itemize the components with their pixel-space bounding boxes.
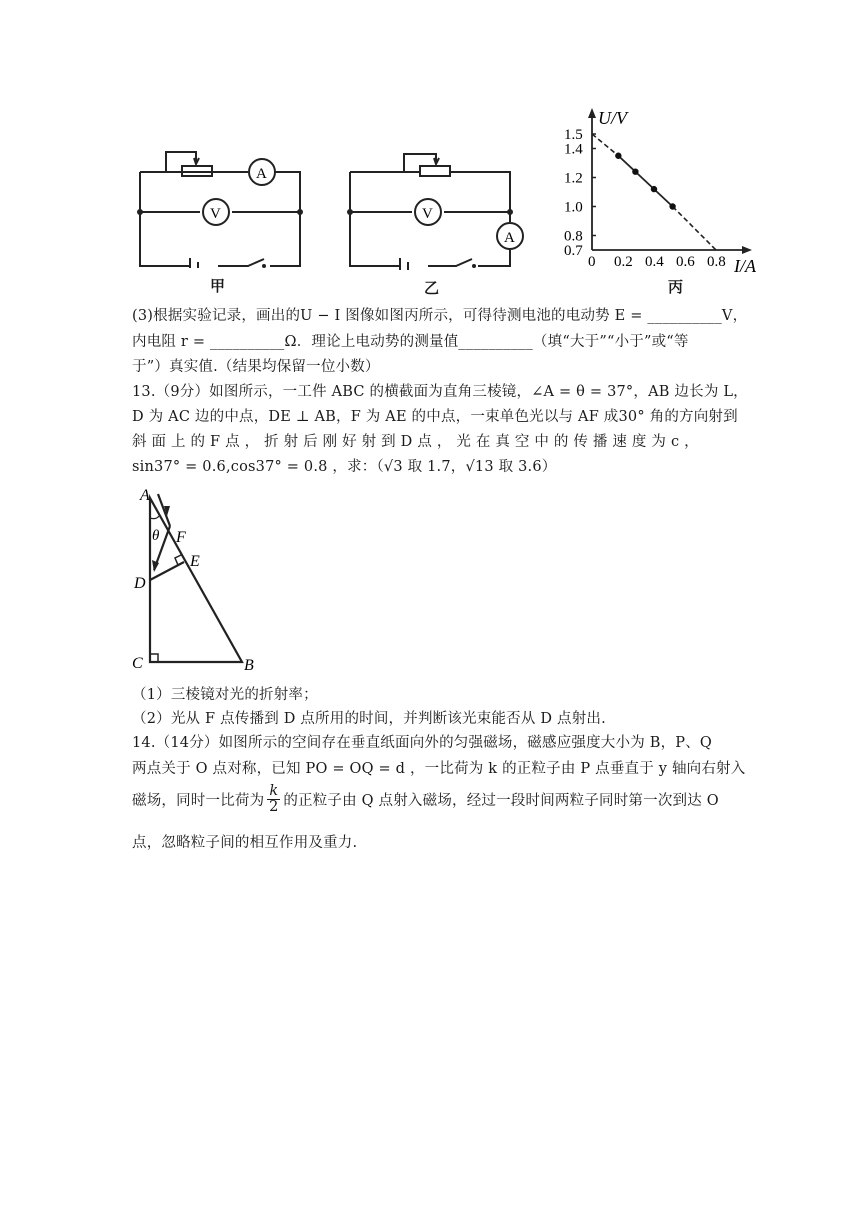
data-point bbox=[669, 203, 675, 209]
q12-3-line1: (3)根据实验记录，画出的U − I 图像如图丙所示，可得待测电池的电动势 E = __________V， bbox=[132, 308, 748, 324]
data-point bbox=[615, 153, 621, 159]
voltmeter-label-yi: V bbox=[422, 206, 433, 222]
label-C: C bbox=[132, 655, 143, 672]
ammeter-label: A bbox=[256, 166, 267, 182]
label-theta: θ bbox=[152, 528, 160, 544]
voltmeter-label: V bbox=[210, 206, 221, 222]
y-tick-label: 0.7 bbox=[564, 243, 583, 259]
q12-3-line3: 于”）真实值.（结果均保留一位小数） bbox=[132, 359, 380, 375]
y-tick-label: 1.0 bbox=[564, 199, 583, 216]
fit-line-extrapolated-end bbox=[673, 207, 716, 251]
ammeter-label-yi: A bbox=[504, 230, 515, 246]
y-axis-label: U/V bbox=[598, 108, 627, 128]
prism-figure bbox=[126, 484, 276, 674]
q14-line4: 点，忽略粒子间的相互作用及重力. bbox=[132, 835, 358, 851]
q14-line3-b: 的正粒子由 Q 点射入磁场，经过一段时间两粒子同时第一次到达 O bbox=[283, 793, 719, 810]
ui-graph bbox=[552, 100, 782, 280]
q12-3-line2: 内电阻 r = __________Ω．理论上电动势的测量值__________（填“大于”“小于”或“等 bbox=[132, 334, 689, 350]
q14-line1: 14.（14分）如图所示的空间存在垂直纸面向外的匀强磁场，磁感应强度大小为 B，P、Q bbox=[132, 735, 713, 751]
x-tick-label: 0.6 bbox=[676, 254, 695, 270]
data-point bbox=[651, 186, 657, 192]
q13-line4: sin37° = 0.6,cos37° = 0.8 ，求：（√3 取 1.7，√13 取 3.6） bbox=[132, 459, 557, 475]
label-D: D bbox=[134, 575, 146, 592]
x-axis-label: I/A bbox=[734, 256, 756, 276]
q13-sub2: （2）光从 F 点传播到 D 点所用的时间，并判断该光束能否从 D 点射出. bbox=[132, 711, 606, 727]
caption-bing: 丙 bbox=[668, 278, 684, 296]
q14-frac-den: 2 bbox=[269, 799, 279, 816]
fit-line-solid bbox=[618, 156, 672, 207]
label-B: B bbox=[244, 657, 254, 674]
x-tick-label: 0.4 bbox=[645, 254, 664, 270]
x-tick-label: 0.2 bbox=[614, 254, 633, 270]
circuit-yi bbox=[340, 150, 530, 270]
label-F: F bbox=[176, 529, 186, 546]
caption-yi: 乙 bbox=[424, 279, 440, 297]
q14-line3-a: 磁场，同时一比荷为 bbox=[132, 793, 265, 810]
y-tick-label: 1.5 bbox=[564, 127, 583, 143]
q14-frac-num: k bbox=[269, 783, 279, 799]
q13-sub1: （1）三棱镜对光的折射率； bbox=[132, 687, 318, 703]
y-tick-label: 0.8 bbox=[564, 228, 583, 245]
q13-line3: 斜 面 上 的 F 点 ， 折 射 后 刚 好 射 到 D 点 ， 光 在 真 空 中 的 传 播 速 度 为 c ， bbox=[132, 434, 699, 450]
data-point bbox=[632, 169, 638, 175]
caption-jia: 甲 bbox=[210, 277, 226, 295]
q13-line1: 13.（9分）如图所示，一工件 ABC 的横截面为直角三棱镜，∠A = θ = 37°，AB 边长为 L， bbox=[132, 384, 748, 400]
x-tick-label: 0.8 bbox=[707, 254, 726, 270]
circuit-jia bbox=[130, 138, 310, 268]
label-E: E bbox=[190, 553, 200, 570]
y-tick-label: 1.2 bbox=[564, 170, 583, 187]
label-A: A bbox=[140, 487, 150, 504]
q14-line2: 两点关于 O 点对称，已知 PO = OQ = d ，一比荷为 k 的正粒子由 P 点垂直于 y 轴向右射入 bbox=[132, 761, 746, 777]
q14-line3 bbox=[132, 784, 719, 815]
fit-line-extrapolated-start bbox=[592, 134, 618, 156]
y-tick-label: 1.4 bbox=[564, 141, 583, 158]
q13-line2: D 为 AC 边的中点，DE ⊥ AB，F 为 AE 的中点，一束单色光以与 AF 成30° 角的方向射到 bbox=[132, 409, 738, 425]
q14-fraction bbox=[267, 784, 280, 815]
x-tick-label: 0 bbox=[588, 254, 596, 270]
